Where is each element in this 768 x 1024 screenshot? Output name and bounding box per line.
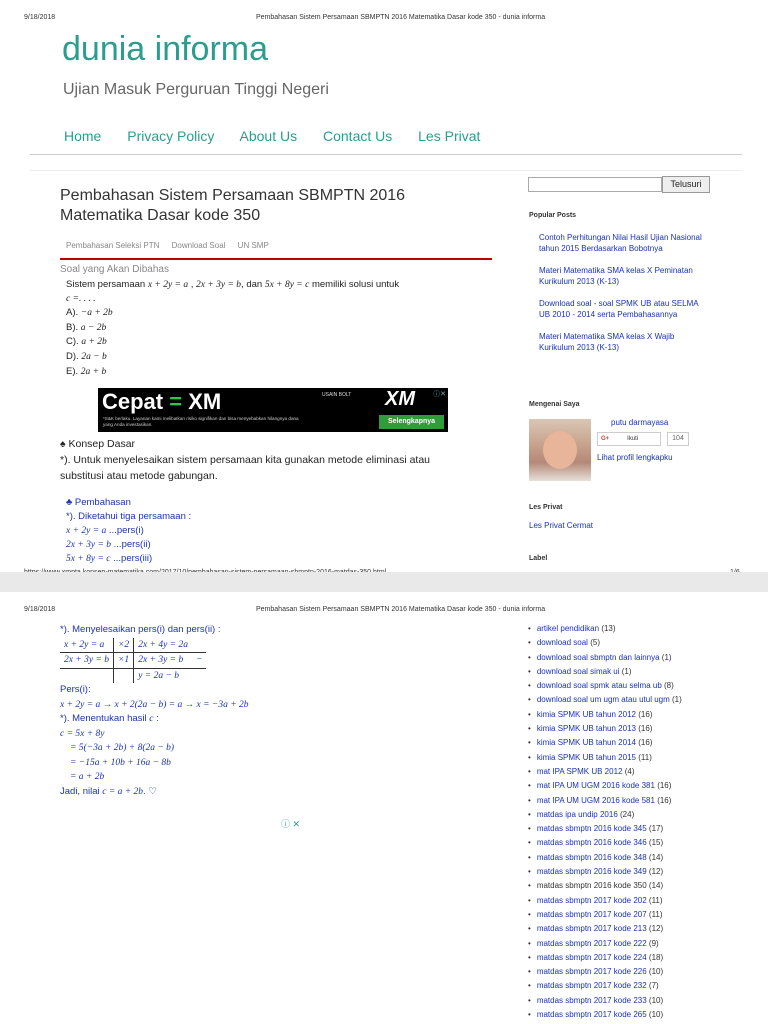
ad-fine-print: *S&K berlaku. Layanan kami melibatkan risiko signifikan dan bisa menyebabkan hilangnya dana yang Anda investasikan. [103,416,299,427]
labels-underline [60,258,492,260]
label-count: (1) [672,695,682,705]
option-e: E). 2a + b [66,365,107,377]
label-name[interactable]: kimia SPMK UB tahun 2013 [536,724,636,734]
label-name[interactable]: kimia SPMK UB tahun 2012 [536,709,636,719]
given-eq: x + 2y = a ...pers(i) [66,525,144,536]
label-name[interactable]: matdas sbmptn 2017 kode 207 [536,909,647,919]
label-list-item[interactable] [528,636,682,650]
bullet-icon: • [528,652,531,662]
bullet-icon: • [528,995,531,1005]
nav-contact-us[interactable]: Contact Us [323,128,393,144]
bullet-icon: • [528,967,531,977]
label-name[interactable]: matdas sbmptn 2016 kode 348 [536,852,647,862]
calc-line: = 5(−3a + 2b) + 8(2a − b) [70,743,175,753]
label-list-item[interactable] [528,708,682,722]
label-name[interactable]: kimia SPMK UB tahun 2014 [536,738,636,748]
diketahui-text: *). Diketahui tiga persamaan : [66,511,192,522]
soal-heading: Soal yang Akan Dibahas [60,264,169,275]
label-name[interactable]: matdas sbmptn 2017 kode 213 [536,924,647,934]
problem-statement [66,278,486,379]
label-count: (14) [648,881,664,891]
bullet-icon: • [528,809,531,819]
label-count: (8) [664,681,674,691]
label-count: (16) [638,738,653,748]
label-list-item[interactable] [528,937,682,951]
label-count: (10) [648,1010,664,1020]
label-name[interactable]: matdas sbmptn 2017 kode 202 [536,895,647,905]
label-count: (9) [648,938,659,948]
bullet-icon: • [528,824,531,834]
label-count: (4) [624,766,635,776]
label-count: (15) [648,838,664,848]
konsep-dasar [60,436,460,484]
label-count: (16) [638,709,653,719]
bullet-icon: • [528,1010,531,1020]
pers-i-label: Pers(i): [60,684,91,695]
calc-line: c = 5x + 8y [60,728,105,739]
label-list-item[interactable] [528,894,682,908]
nav-home[interactable]: Home [64,128,102,144]
pembahasan-heading: ♣ Pembahasan [66,497,131,508]
ad-cta-button[interactable]: Selengkapnya [379,415,444,429]
popular-post-item[interactable]: Contoh Perhitungan Nilai Hasil Ujian Nasional tahun 2015 Berdasarkan Bobotnya [539,233,702,253]
label-list-item[interactable] [528,722,682,736]
bullet-icon: • [528,695,531,705]
bullet-icon: • [528,781,531,791]
label-count: (14) [648,852,664,862]
ad-partner-logo: USAIN BOLT [322,392,352,398]
label-list-item[interactable] [528,679,682,693]
equation: x + 2y = a [147,280,189,290]
label-count: (7) [648,981,659,991]
elimination-table: x + 2y = a ×2 2x + 4y = 2a 2x + 3y = b ×1 2x + 3y = b − y = 2a − b [60,638,206,684]
label-name[interactable]: matdas sbmptn 2017 kode 222 [536,938,647,948]
label-list-item [528,879,682,893]
blog-title[interactable]: dunia informa [62,30,269,68]
about-heading: Mengenai Saya [529,401,580,408]
pdf-page-2 [0,592,768,1024]
label-name[interactable]: mat IPA UM UGM 2016 kode 581 [536,795,655,805]
label-name[interactable]: matdas sbmptn 2017 kode 233 [536,995,647,1005]
label-name[interactable]: download soal sbmptn dan lainnya [536,652,660,662]
label-list-item[interactable] [528,836,682,850]
label-count: (5) [590,638,600,648]
label-name[interactable]: artikel pendidikan [536,624,600,633]
bullet-icon: • [528,938,531,948]
label-list-item[interactable] [528,779,682,793]
page-gap [0,572,768,592]
label-name[interactable]: mat IPA UM UGM 2016 kode 381 [536,781,655,791]
label-list-item[interactable] [528,665,682,679]
bullet-icon: • [528,952,531,962]
label-list-item[interactable] [528,994,682,1008]
label-list-item[interactable] [528,822,682,836]
label-count: (10) [648,967,664,977]
label-list [528,622,682,1022]
post-title: Pembahasan Sistem Persamaan SBMPTN 2016 Matematika Dasar kode 350 [60,187,406,224]
label-list-item[interactable] [528,908,682,922]
popular-posts-heading: Popular Posts [529,212,577,219]
bullet-icon: • [528,681,531,691]
print-date: 9/18/2018 [24,14,56,21]
label-name[interactable]: download soal simak ui [536,666,620,676]
konsep-heading: ♠ Konsep Dasar [60,438,136,450]
profile-link[interactable]: Lihat profil lengkapku [597,453,673,462]
gplus-follow-button[interactable]: G+ Ikuti [597,432,661,446]
bullet-icon: • [528,724,531,734]
nav-about-us[interactable]: About Us [239,128,298,144]
label-list-item[interactable] [528,651,682,665]
ad-close-icon[interactable]: ⓘ ✕ [281,819,301,829]
print-title: Pembahasan Sistem Persamaan SBMPTN 2016 Matematika Dasar kode 350 - dunia informa [256,14,546,21]
bullet-icon: • [528,624,531,633]
label-name[interactable]: matdas sbmptn 2016 kode 346 [536,838,647,848]
search-input[interactable] [528,177,662,192]
top-nav [64,128,502,144]
label-list-item[interactable] [528,851,682,865]
bullet-icon: • [528,909,531,919]
bullet-icon: • [528,738,531,748]
profile-photo[interactable] [529,419,591,481]
label-count: (11) [648,909,663,919]
blog-subtitle: Ujian Masuk Perguruan Tinggi Negeri [63,81,329,98]
label-name[interactable]: download soal um ugm atau utul ugm [536,695,670,705]
equation: 2x + 3y = b [196,280,242,290]
ad-banner[interactable] [98,388,448,432]
bullet-icon: • [528,881,531,891]
label-link[interactable]: Pembahasan Seleksi PTN [66,241,160,250]
bullet-icon: • [528,838,531,848]
ad-headline: Cepat = XM [102,389,222,414]
substitution-line: x + 2y = a → x + 2(2a − b) = a → x = −3a + 2b [60,699,249,710]
ad-info-icon[interactable]: ⓘ✕ [433,391,446,398]
search-button[interactable]: Telusuri [662,176,710,193]
label-list-item[interactable] [528,922,682,936]
given-eq: 5x + 8y = c ...pers(iii) [66,553,153,564]
label-name[interactable]: matdas sbmptn 2017 kode 226 [536,967,647,977]
label-list-item[interactable] [528,965,682,979]
label-count: (16) [638,724,653,734]
label-name[interactable]: mat IPA SPMK UB 2012 [536,766,623,776]
bullet-icon: • [528,666,531,676]
bullet-icon: • [528,924,531,934]
option-c: C). a + 2b [66,336,107,348]
problem-c: c =. . . . [66,293,96,304]
label-count: (1) [621,666,632,676]
problem-line: Sistem persamaan x + 2y = a , 2x + 3y = b, dan 5x + 8y = c memiliki solusi untuk [66,279,400,290]
nav-divider [30,154,742,155]
profile-name[interactable]: putu darmayasa [611,418,669,427]
bullet-icon: • [528,852,531,862]
label-list-item[interactable] [528,979,682,993]
option-d: D). 2a − b [66,350,107,362]
label-name[interactable]: kimia SPMK UB tahun 2015 [536,752,636,762]
label-count: (10) [648,995,664,1005]
les-privat-link[interactable]: Les Privat Cermat [529,521,594,530]
label-list-item[interactable] [528,736,682,750]
gplus-follower-count: 104 [667,432,689,446]
given-eq: 2x + 3y = b ...pers(ii) [66,539,151,550]
label-list-item[interactable] [528,865,682,879]
calc-line: = −15a + 10b + 16a − 8b [70,757,171,768]
popular-post-item[interactable]: Materi Matematika SMA kelas X Peminatan Kurikulum 2013 (K-13) [539,266,693,286]
label-list-item[interactable] [528,765,682,779]
solution-section [60,623,360,799]
label-count: (13) [601,624,616,633]
bullet-icon: • [528,752,531,762]
label-count: (16) [657,795,672,805]
bullet-icon: • [528,981,531,991]
popular-post-item[interactable]: Materi Matematika SMA kelas X Wajib Kurikulum 2013 (K-13) [539,332,675,352]
label-count: (11) [648,895,663,905]
content-top-divider [30,170,742,171]
label-list-item[interactable] [528,808,682,822]
step1-text: *). Menyelesaikan pers(i) dan pers(ii) : [60,624,221,635]
label-name[interactable]: matdas ipa undip 2016 [536,809,618,819]
option-a: A). −a + 2b [66,307,113,319]
konsep-text: *). Untuk menyelesaikan sistem persamaan kita gunakan metode eliminasi atau substitusi atau metode gabungan. [60,454,431,482]
print-title: Pembahasan Sistem Persamaan SBMPTN 2016 Matematika Dasar kode 350 - dunia informa [256,606,546,613]
popular-post-item[interactable]: Download soal - soal SPMK UB atau SELMA UB 2010 - 2014 serta Pembahasannya [539,299,699,319]
step2-text: *). Menentukan hasil c : [60,713,159,724]
label-link[interactable]: UN SMP [237,241,269,250]
label-count: (11) [638,752,652,762]
label-list-item[interactable] [528,951,682,965]
label-link[interactable]: Download Soal [171,241,226,250]
option-b: B). a − 2b [66,321,107,333]
bullet-icon: • [528,766,531,776]
popular-posts-list [529,233,709,365]
nav-privacy-policy[interactable]: Privacy Policy [127,128,215,144]
label-name[interactable]: download soal spmk atau selma ub [536,681,662,691]
label-name[interactable]: matdas sbmptn 2017 kode 224 [536,952,647,962]
label-name[interactable]: matdas sbmptn 2016 kode 349 [536,867,647,877]
label-list-item[interactable] [528,1008,682,1022]
post-labels [66,241,279,250]
label-count: (12) [648,867,664,877]
label-name[interactable]: matdas sbmptn 2016 kode 345 [536,824,647,834]
bullet-icon: • [528,638,531,648]
label-count: (12) [648,924,664,934]
label-name[interactable]: matdas sbmptn 2017 kode 265 [536,1010,647,1020]
label-list-item[interactable] [528,693,682,707]
pembahasan [66,496,366,566]
label-name[interactable]: matdas sbmptn 2017 kode 232 [536,981,647,991]
label-list-item[interactable] [528,794,682,808]
label-heading: Label [529,555,548,562]
label-name[interactable]: download soal [536,638,588,648]
label-count: (16) [657,781,672,791]
label-count: (24) [620,809,635,819]
nav-les-privat[interactable]: Les Privat [418,128,481,144]
label-list-item[interactable] [528,751,682,765]
bullet-icon: • [528,709,531,719]
bullet-icon: • [528,795,531,805]
label-count: (1) [661,652,672,662]
les-privat-heading: Les Privat [529,504,563,511]
ad-brand-logo: XM [385,388,415,410]
bullet-icon: • [528,867,531,877]
bullet-icon: • [528,895,531,905]
print-date: 9/18/2018 [24,606,56,613]
label-count: (18) [648,952,664,962]
calc-line: = a + 2b [70,772,105,782]
equation: 5x + 8y = c [264,280,310,290]
label-name: matdas sbmptn 2016 kode 350 [536,881,647,891]
label-count: (17) [648,824,664,834]
conclusion: Jadi, nilai c = a + 2b. ♡ [60,785,157,797]
label-list-item[interactable] [528,622,682,636]
